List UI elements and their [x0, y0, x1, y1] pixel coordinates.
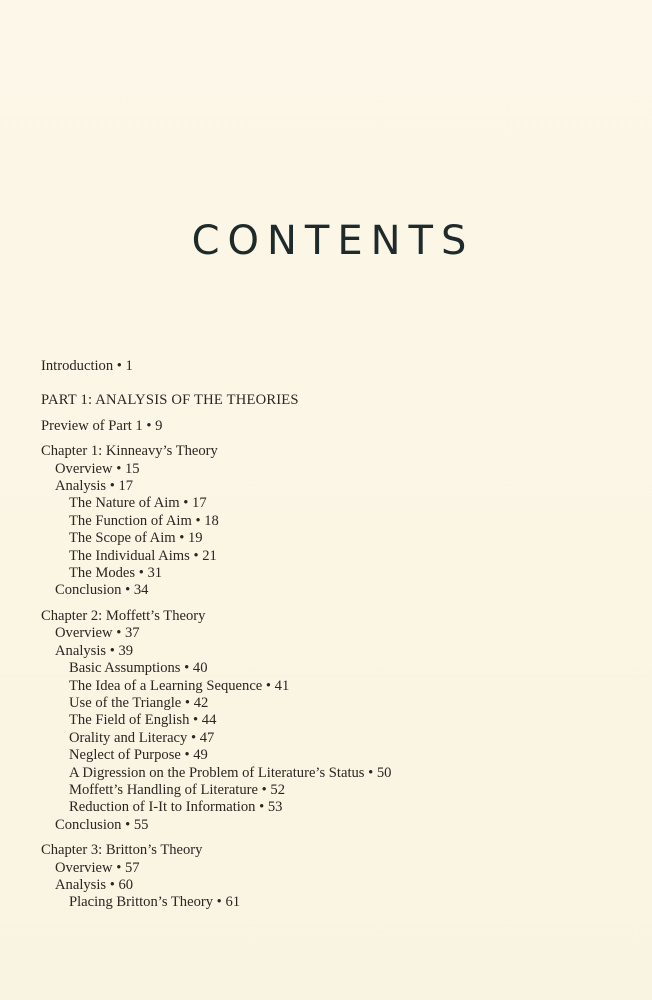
toc-entry: Overview • 57 — [55, 859, 140, 876]
chapter-entry: Chapter 1: Kinneavy’s Theory — [41, 443, 218, 460]
toc-entry: Overview • 15 — [55, 460, 140, 477]
toc-entry: Introduction • 1 — [41, 358, 133, 374]
toc-entry: Analysis • 60 — [55, 876, 134, 893]
toc-entry: The Individual Aims • 21 — [69, 547, 217, 564]
toc-entry: Reduction of I-It to Information • 53 — [69, 799, 283, 816]
toc-entry: Overview • 37 — [55, 625, 140, 642]
toc-entry: Orality and Literacy • 47 — [69, 729, 215, 746]
toc-entry: Use of the Triangle • 42 — [69, 694, 209, 711]
toc-entry: The Idea of a Learning Sequence • 41 — [69, 677, 290, 694]
toc-entry: Conclusion • 55 — [55, 816, 149, 833]
toc-entry: The Field of English • 44 — [69, 712, 217, 729]
toc-entry: The Modes • 31 — [69, 565, 163, 582]
toc-entry: Moffett’s Handling of Literature • 52 — [69, 781, 285, 798]
toc-entry: A Digression on the Problem of Literature’s Status • 50 — [69, 764, 392, 781]
toc-entry: Preview of Part 1 • 9 — [41, 417, 163, 434]
toc-entry: Neglect of Purpose • 49 — [69, 747, 208, 764]
chapter-entry: Chapter 2: Moffett’s Theory — [41, 607, 206, 624]
toc-entry: Analysis • 17 — [55, 478, 134, 495]
toc-entry: The Scope of Aim • 19 — [69, 530, 203, 547]
toc-entry: Placing Britton’s Theory • 61 — [69, 894, 241, 911]
chapter-entry: Chapter 3: Britton’s Theory — [41, 842, 203, 859]
toc-entry: The Nature of Aim • 17 — [69, 495, 207, 512]
part-heading: PART 1: ANALYSIS OF THE THEORIES — [41, 392, 299, 409]
toc-entry: Conclusion • 34 — [55, 582, 149, 599]
toc-entry: Analysis • 39 — [55, 642, 134, 659]
toc-entry: The Function of Aim • 18 — [69, 512, 219, 529]
page-title: CONTENTS — [191, 218, 475, 264]
table-of-contents — [41, 358, 621, 912]
toc-entry: Basic Assumptions • 40 — [69, 660, 208, 677]
